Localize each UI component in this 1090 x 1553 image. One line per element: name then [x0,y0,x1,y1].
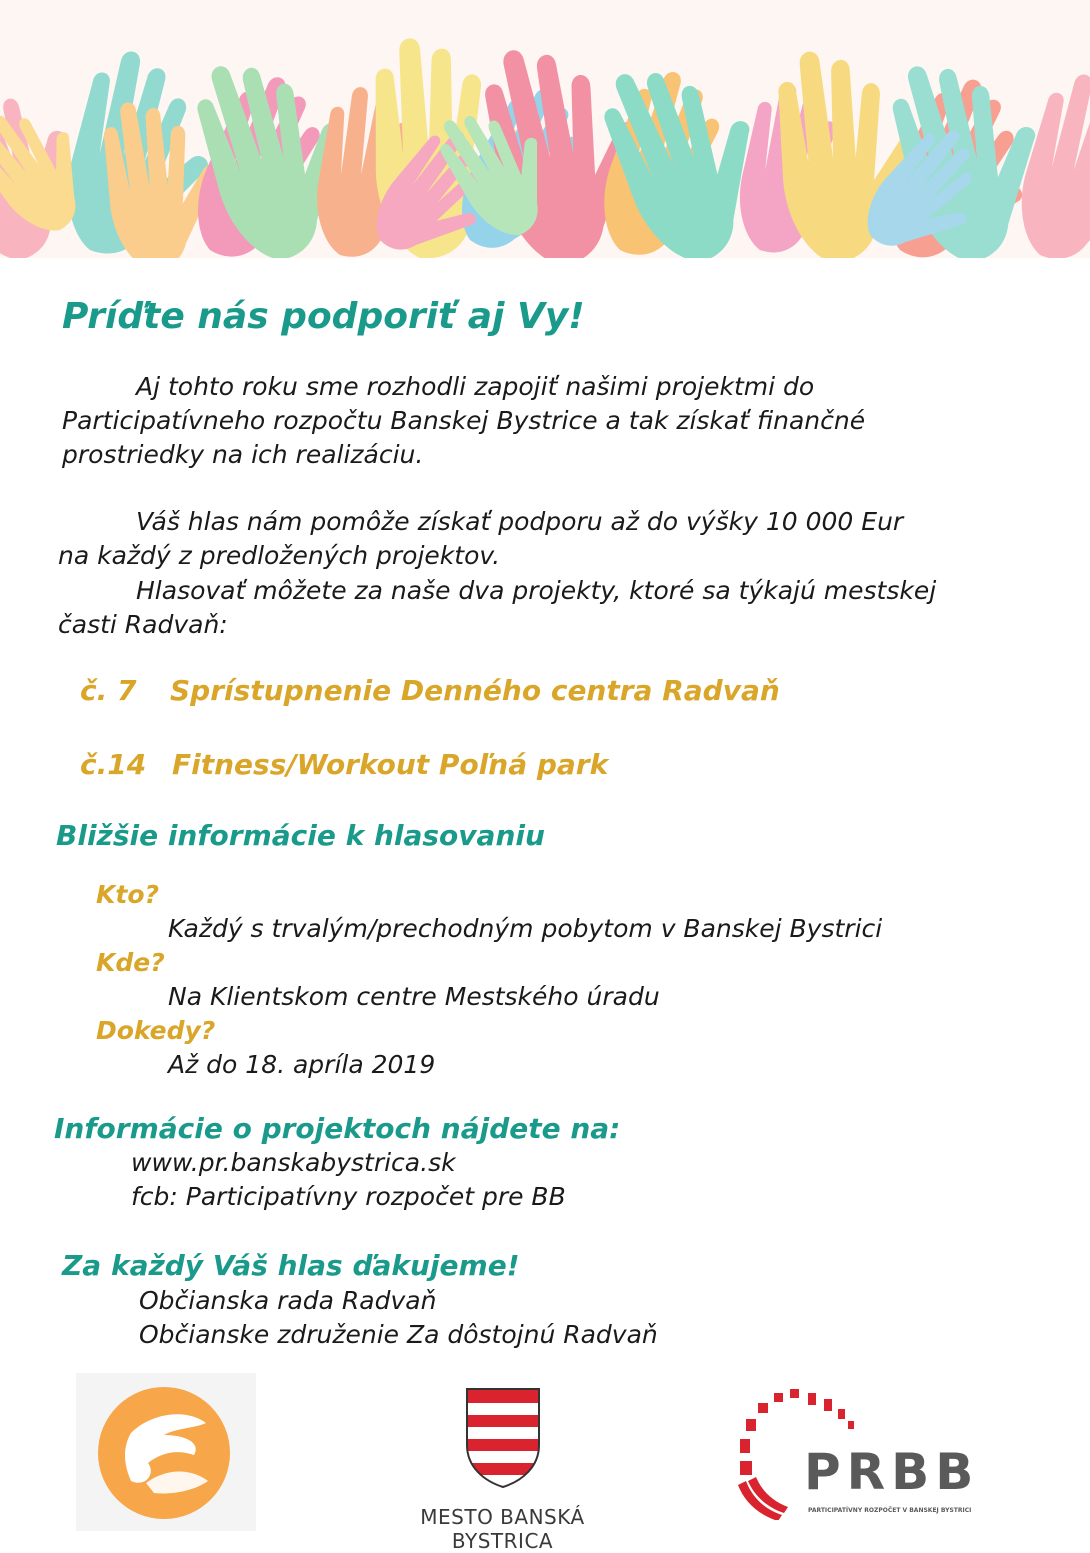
support-line-1: Váš hlas nám pomôže získať podporu až do výšky 10 000 Eur [136,507,904,536]
prbb-title: PRBB [804,1443,980,1501]
project-2-number: č.14 [80,748,147,781]
intro-line-2: Participatívneho rozpočtu Banskej Bystrice a tak získať finančné [62,406,866,435]
city-logo [370,1385,635,1553]
org-1: Občianska rada Radvaň [139,1286,437,1315]
info-facebook: fcb: Participatívny rozpočet pre BB [131,1182,566,1211]
who-answer: Každý s trvalým/prechodným pobytom v Banskej Bystrici [168,914,883,943]
intro-line-1: Aj tohto roku sme rozhodli zapojiť našimi projektmi do [136,372,815,401]
when-answer: Až do 18. apríla 2019 [168,1050,436,1079]
info-web: www.pr.banskabystrica.sk [131,1148,456,1177]
intro-line-3: prostriedky na ich realizáciu. [62,440,424,469]
where-question: Kde? [96,948,165,977]
hands-banner [0,0,1090,258]
project-1-number: č. 7 [80,674,137,707]
voting-heading: Bližšie informácie k hlasovaniu [56,819,545,852]
city-logo-text: MESTO BANSKÁ BYSTRICA [420,1505,585,1553]
info-heading: Informácie o projektoch nájdete na: [54,1112,621,1145]
project-2-title: Fitness/Workout Poľná park [172,748,609,781]
who-question: Kto? [96,880,160,909]
where-answer: Na Klientskom centre Mestského úradu [168,982,660,1011]
headline: Príďte nás podporiť aj Vy! [62,296,585,337]
support-line-4: časti Radvaň: [58,610,228,639]
coat-of-arms-icon [370,1385,635,1495]
prbb-logo [738,1385,998,1525]
org-2: Občianske združenie Za dôstojnú Radvaň [139,1320,658,1349]
civic-council-logo [76,1373,256,1531]
when-question: Dokedy? [96,1016,216,1045]
thanks-heading: Za každý Váš hlas ďakujeme! [62,1249,520,1282]
hands-circle-icon [76,1373,256,1531]
project-1-title: Sprístupnenie Denného centra Radvaň [170,674,780,707]
hands-illustration [0,0,1090,258]
support-line-3: Hlasovať môžete za naše dva projekty, ktoré sa týkajú mestskej [136,576,937,605]
prbb-subtitle: PARTICIPATÍVNY ROZPOČET V BANSKEJ BYSTRICI [808,1507,972,1514]
support-line-2: na každý z predložených projektov. [58,541,501,570]
